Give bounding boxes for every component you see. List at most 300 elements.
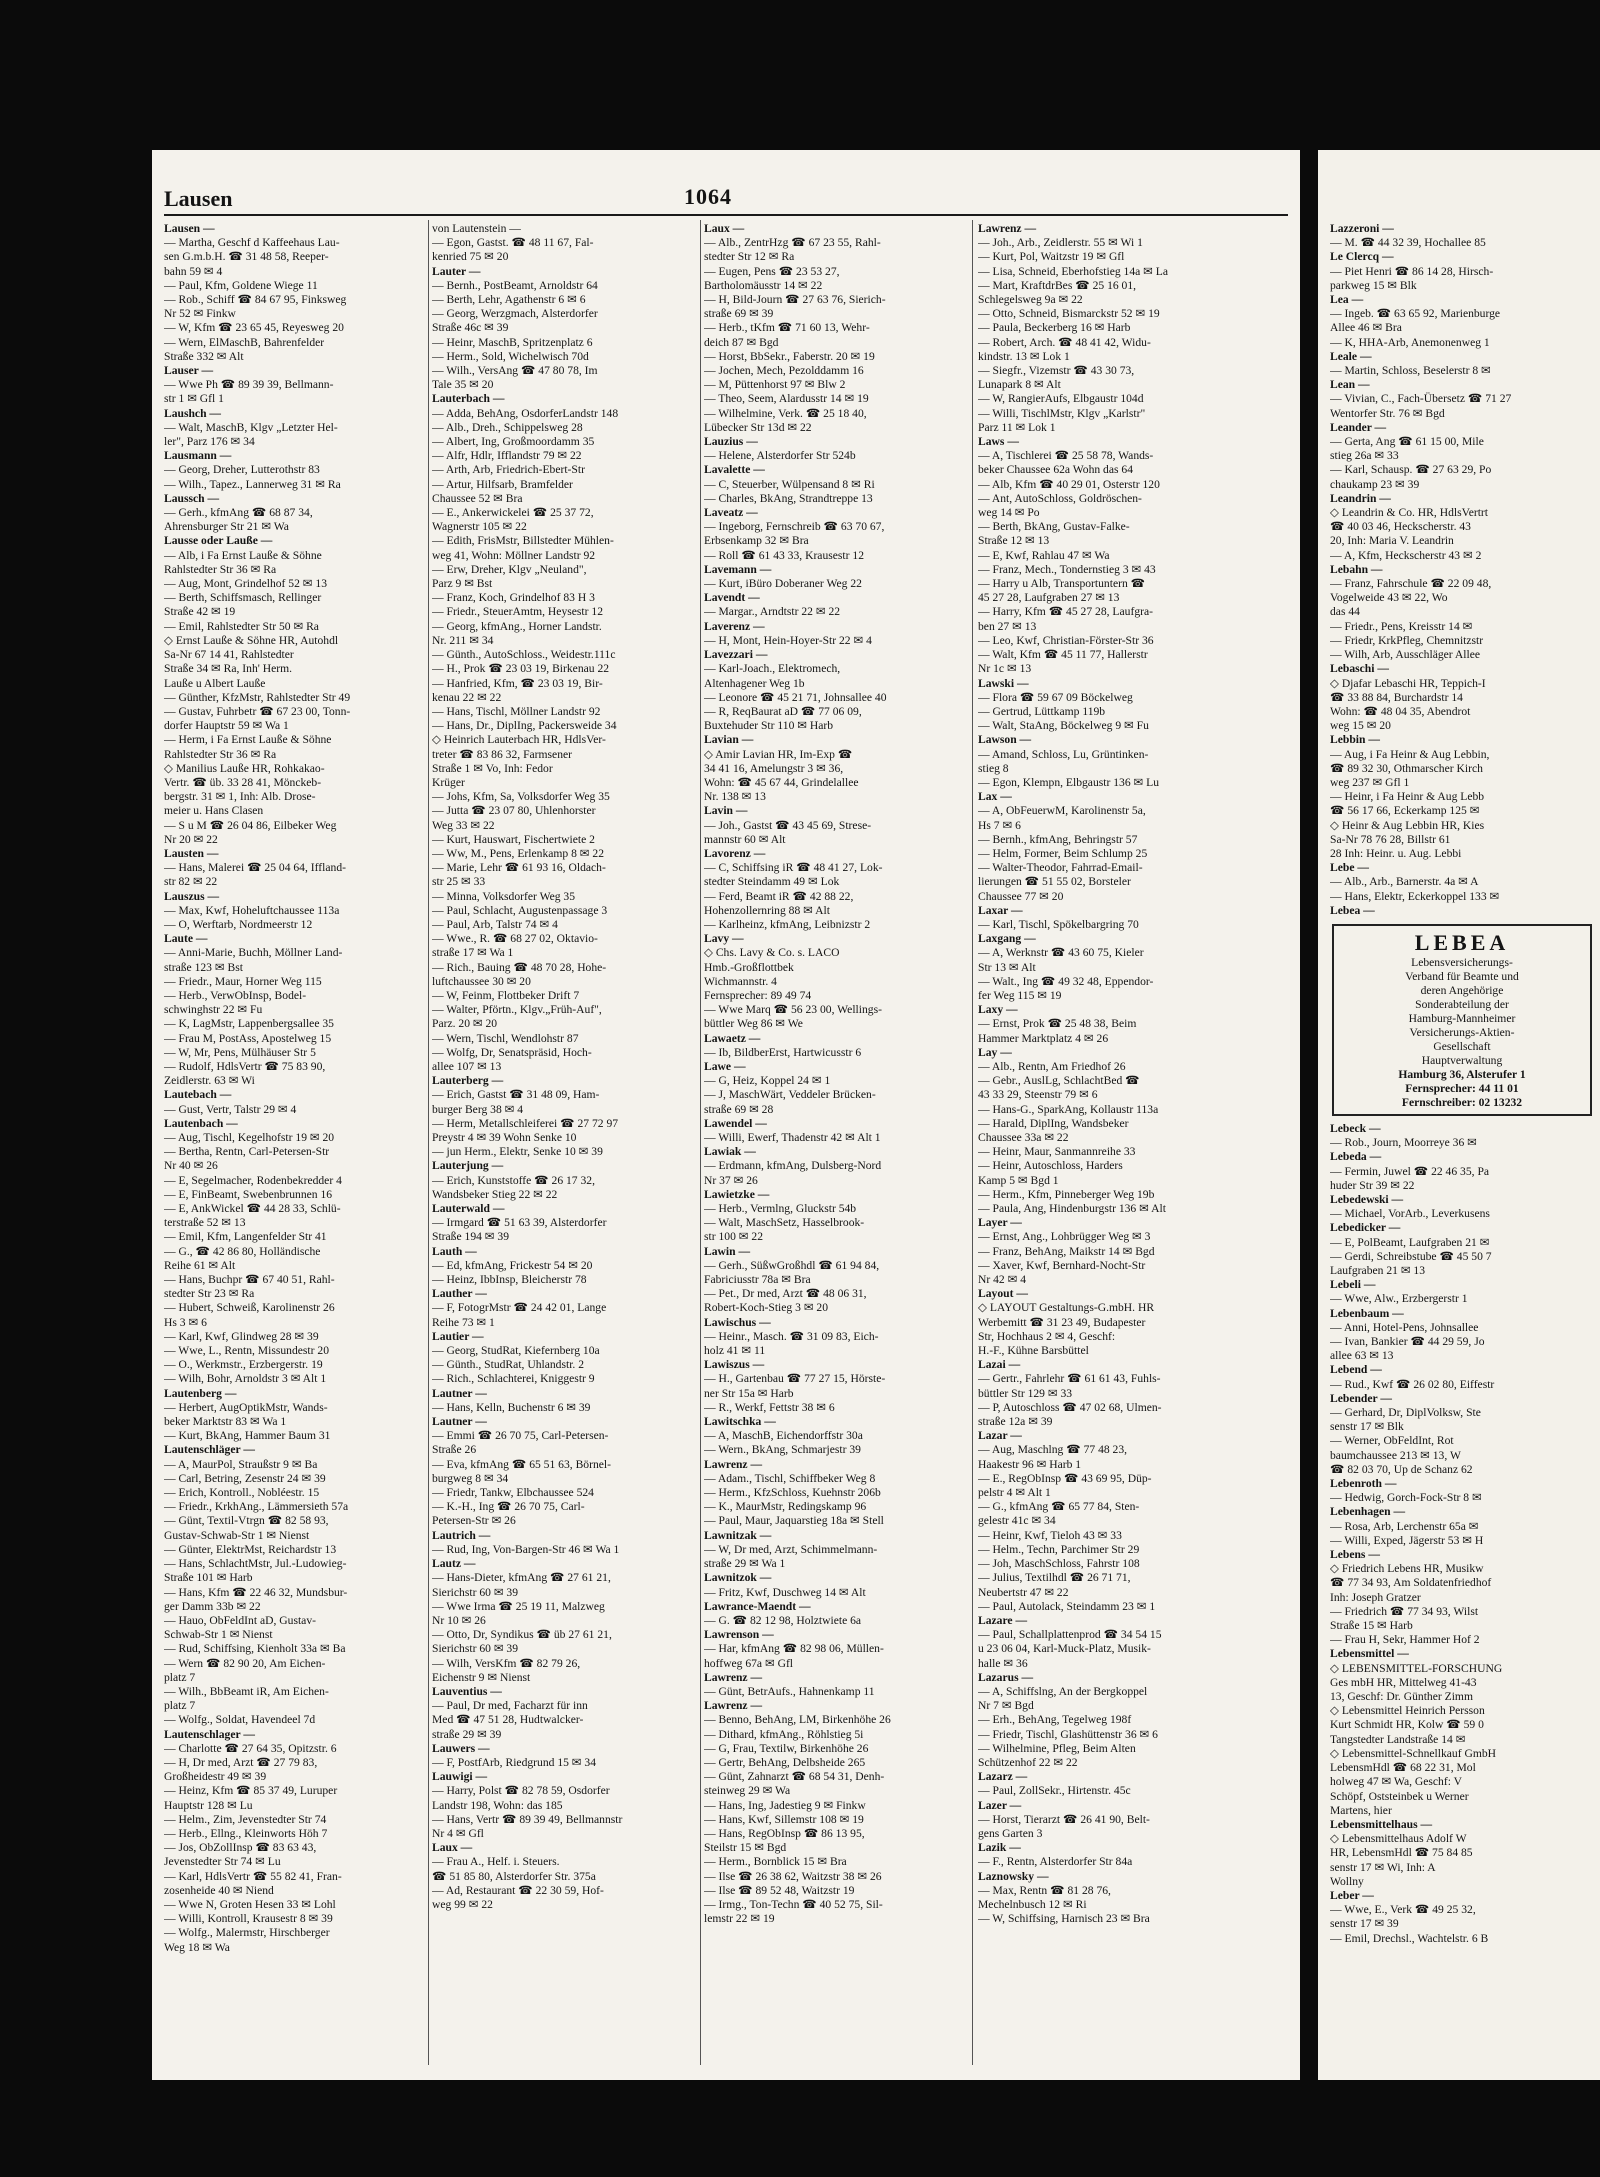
directory-entry: — Hans, Buchpr ☎ 67 40 51, Rahl- xyxy=(164,1273,335,1287)
directory-entry: — Paula, Ang, Hindenburgstr 136 ✉ Alt xyxy=(978,1202,1166,1216)
directory-entry: steinweg 29 ✉ Wa xyxy=(704,1784,791,1798)
directory-entry: — Ernst, Prok ☎ 25 48 38, Beim xyxy=(978,1017,1137,1031)
directory-entry: Gustav-Schwab-Str 1 ✉ Nienst xyxy=(164,1528,310,1542)
directory-entry: — Paul, Schallplattenprod ☎ 34 54 15 xyxy=(978,1628,1162,1642)
directory-entry: Weg 33 ✉ 22 xyxy=(432,818,495,832)
directory-entry: — Amand, Schloss, Lu, Grüntinken- xyxy=(978,747,1149,761)
directory-entry: — Alfr, Hdlr, Ifflandstr 79 ✉ 22 xyxy=(432,449,582,463)
directory-entry: Rahlstedter Str 36 ✉ Ra xyxy=(164,562,277,576)
directory-entry: — A, MaschB, Eichendorffstr 30a xyxy=(704,1429,863,1443)
directory-entry: HR, LebensmHdl ☎ 75 84 85 xyxy=(1330,1846,1473,1860)
directory-entry: Lauwers — xyxy=(432,1741,490,1755)
directory-entry: — Friedr, KrkPfleg, Chemnitzstr xyxy=(1330,633,1484,647)
directory-entry: Schwab-Str 1 ✉ Nienst xyxy=(164,1628,273,1642)
directory-entry: Lebedicker — xyxy=(1330,1221,1401,1235)
directory-entry: — Lisa, Schneid, Eberhofstieg 14a ✉ La xyxy=(978,264,1169,278)
directory-entry: — Carl, Betring, Zesenstr 24 ✉ 39 xyxy=(164,1471,326,1485)
directory-entry: Nr 10 ✉ 26 xyxy=(432,1613,486,1627)
directory-entry: pelstr 4 ✉ Alt 1 xyxy=(978,1486,1051,1500)
directory-entry: LebensmHdl ☎ 68 22 31, Mol xyxy=(1330,1761,1476,1775)
directory-entry: Petersen-Str ✉ 26 xyxy=(432,1514,516,1528)
directory-entry: — Benno, BehAng, LM, Birkenhöhe 26 xyxy=(704,1713,891,1727)
directory-entry: — Vivian, C., Fach-Übersetz ☎ 71 27 xyxy=(1330,392,1512,406)
facing-page xyxy=(1318,150,1600,2080)
directory-entry: — Irmg., Ton-Techn ☎ 40 52 75, Sil- xyxy=(704,1897,883,1911)
directory-entry: Chaussee 52 ✉ Bra xyxy=(432,491,523,505)
directory-entry: stedter Str 23 ✉ Ra xyxy=(164,1287,255,1301)
directory-entry: — Paul, Schlacht, Augustenpassage 3 xyxy=(432,903,608,917)
directory-entry: — Georg, kfmAng., Horner Landstr. xyxy=(432,619,602,633)
directory-entry: — Heinr, MaschB, Spritzenplatz 6 xyxy=(432,335,593,349)
directory-entry: — Heinr, Kwf, Tieloh 43 ✉ 33 xyxy=(978,1528,1122,1542)
directory-entry: ☎ 56 17 66, Eckerkamp 125 ✉ xyxy=(1330,804,1480,818)
directory-entry: — Gertr., Fahrlehr ☎ 61 61 43, Fuhls- xyxy=(978,1372,1161,1386)
directory-entry: str 82 ✉ 22 xyxy=(164,875,218,889)
directory-entry: — O, Werftarb, Nordmeerstr 12 xyxy=(164,917,313,931)
directory-entry: Lauterbach — xyxy=(432,392,505,406)
directory-entry: Tangstedter Landstraße 14 ✉ xyxy=(1330,1732,1466,1746)
directory-entry: 13, Geschf: Dr. Günther Zimm xyxy=(1330,1690,1473,1704)
directory-entry: — Dithard, kfmAng., Röhlstieg 5i xyxy=(704,1727,864,1741)
directory-entry: — Herb., tKfm ☎ 71 60 13, Wehr- xyxy=(704,321,870,335)
directory-entry: — Emmi ☎ 26 70 75, Carl-Petersen- xyxy=(432,1429,609,1443)
directory-entry: — Hanfried, Kfm, ☎ 23 03 19, Bir- xyxy=(432,676,603,690)
directory-entry: — Herb., Ellng., Kleinworts Höh 7 xyxy=(164,1826,328,1840)
directory-entry: ◇ LEBENSMITTEL-FORSCHUNG xyxy=(1330,1661,1503,1675)
directory-entry: — H., Prok ☎ 23 03 19, Birkenau 22 xyxy=(432,662,610,676)
directory-entry: — Georg, Werzgmach, Alsterdorfer xyxy=(432,307,598,321)
directory-entry: — Alb., Dreh., Schippelsweg 28 xyxy=(432,420,583,434)
directory-entry: — Franz, Koch, Grindelhof 83 H 3 xyxy=(432,591,595,605)
directory-entry: Lausten — xyxy=(164,846,219,860)
directory-entry: Werbemitt ☎ 31 23 49, Budapester xyxy=(978,1315,1146,1329)
directory-entry: Lax — xyxy=(978,790,1012,804)
directory-entry: — Ivan, Bankier ☎ 44 29 59, Jo xyxy=(1330,1335,1485,1348)
directory-entry: burger Berg 38 ✉ 4 xyxy=(432,1102,524,1116)
directory-entry: — Günth., StudRat, Uhlandstr. 2 xyxy=(432,1358,585,1372)
directory-entry: — Helm, Former, Beim Schlump 25 xyxy=(978,846,1148,860)
directory-entry: Lavalette — xyxy=(704,463,765,477)
directory-entry: Vogelweide 43 ✉ 22, Wo xyxy=(1330,591,1448,605)
directory-entry: str 100 ✉ 22 xyxy=(704,1230,763,1244)
directory-entry: — Wwe Marq ☎ 56 23 00, Wellings- xyxy=(704,1003,882,1017)
directory-entry: — Aug, Maschlng ☎ 77 48 23, xyxy=(978,1443,1128,1457)
directory-entry: ◇ Manilius Lauße HR, Rohkakao- xyxy=(164,761,325,775)
directory-entry: — Ad, Restaurant ☎ 22 30 59, Hof- xyxy=(432,1883,604,1897)
directory-entry: — Irmgard ☎ 51 63 39, Alsterdorfer xyxy=(432,1216,607,1230)
directory-entry: Lawaetz — xyxy=(704,1031,761,1045)
directory-entry: Lawischus — xyxy=(704,1315,771,1329)
ad-line: Fernschreiber: 02 13232 xyxy=(1401,1095,1523,1109)
directory-entry: gelestr 41c ✉ 34 xyxy=(978,1514,1056,1528)
directory-entry: ◇ Friedrich Lebens HR, Musikw xyxy=(1330,1562,1484,1576)
directory-entry: — Erh., BehAng, Tegelweg 198f xyxy=(978,1713,1132,1727)
directory-entry: — Heinr, i Fa Heinr & Aug Lebb xyxy=(1330,790,1485,804)
directory-entry: ☎ 89 32 30, Othmarscher Kirch xyxy=(1330,761,1483,775)
directory-entry: Lautenberg — xyxy=(164,1386,237,1400)
directory-entry: — Wilh., BbBeamt iR, Am Eichen- xyxy=(164,1684,329,1698)
directory-entry: — W, Dr med, Arzt, Schimmelmann- xyxy=(704,1542,878,1556)
directory-entry: — Paul, Maur, Jaquarstieg 18a ✉ Stell xyxy=(704,1514,884,1528)
directory-entry: lemstr 22 ✉ 19 xyxy=(704,1912,775,1926)
directory-entry: 34 41 16, Amelungstr 3 ✉ 36, xyxy=(704,761,844,775)
directory-entry: kenried 75 ✉ 20 xyxy=(432,250,509,264)
directory-entry: — Willi, Ewerf, Thadenstr 42 ✉ Alt 1 xyxy=(704,1131,881,1144)
directory-entry: Lazai — xyxy=(978,1358,1021,1372)
directory-entry: straße 29 ✉ 39 xyxy=(432,1727,502,1741)
directory-entry: ◇ Chs. Lavy & Co. s. LACO xyxy=(704,946,840,960)
directory-entry: Straße 46c ✉ 39 xyxy=(432,321,509,335)
directory-entry: Straße 42 ✉ 19 xyxy=(164,605,236,619)
directory-entry: Lavemann — xyxy=(704,562,772,576)
directory-entry: — Karl, HdlsVertr ☎ 55 82 41, Fran- xyxy=(164,1869,342,1883)
directory-entry: zosenheide 40 ✉ Niend xyxy=(164,1883,274,1897)
directory-entry: Laws — xyxy=(978,435,1019,449)
directory-entry: Bartholomäusstr 14 ✉ 22 xyxy=(704,278,823,292)
directory-entry: — Paul, Arb, Talstr 74 ✉ 4 xyxy=(432,917,558,931)
directory-entry: büttler Weg 86 ✉ We xyxy=(704,1017,803,1031)
directory-entry: — Fermin, Juwel ☎ 22 46 35, Pa xyxy=(1330,1164,1490,1178)
directory-entry: Lawrance-Maendt — xyxy=(704,1599,811,1613)
directory-entry: u 23 06 04, Karl-Muck-Platz, Musik- xyxy=(978,1642,1151,1656)
directory-entry: Wandsbeker Stieg 22 ✉ 22 xyxy=(432,1187,558,1201)
directory-entry: senstr 17 ✉ Blk xyxy=(1330,1420,1404,1434)
directory-entry: — F, FotogrMstr ☎ 24 42 01, Lange xyxy=(432,1301,607,1315)
directory-entry: halle ✉ 36 xyxy=(978,1656,1028,1670)
directory-entry: — W, Mr, Pens, Mülhäuser Str 5 xyxy=(164,1045,316,1059)
directory-entry: — Wolfg, Dr, Senatspräsid, Hoch- xyxy=(432,1045,592,1059)
directory-entry: Vertr. ☎ üb. 33 28 41, Mönckeb- xyxy=(164,775,322,789)
directory-entry: Lebaschi — xyxy=(1330,662,1389,676)
directory-entry: — Franz, Mech., Tondernstieg 3 ✉ 43 xyxy=(978,562,1156,576)
directory-entry: — Hauo, ObFeldInt aD, Gustav- xyxy=(164,1613,316,1627)
column-3 xyxy=(704,222,968,2062)
directory-entry: Ahrensburger Str 21 ✉ Wa xyxy=(164,520,289,534)
directory-entry: Lebens — xyxy=(1330,1548,1380,1562)
directory-entry: — Joh, MaschSchloss, Fahrstr 108 xyxy=(978,1557,1140,1571)
directory-entry: burgweg 8 ✉ 34 xyxy=(432,1471,509,1485)
directory-entry: straße 69 ✉ 39 xyxy=(704,307,774,321)
directory-entry: Lebbin — xyxy=(1330,733,1380,747)
directory-entry: stieg 8 xyxy=(978,761,1009,775)
directory-entry: — Hans, Tischl, Möllner Landstr 92 xyxy=(432,704,601,718)
directory-entry: — Horst, BbSekr., Faberstr. 20 ✉ 19 xyxy=(704,349,875,363)
directory-entry: Lautebach — xyxy=(164,1088,232,1102)
directory-entry: — Gerh., SüßwGroßhdl ☎ 61 94 84, xyxy=(704,1258,880,1272)
ad-line: Versicherungs-Aktien- xyxy=(1409,1025,1515,1039)
directory-entry: Lebensmittelhaus — xyxy=(1330,1817,1433,1831)
directory-entry: — Harald, DiplIng, Wandsbeker xyxy=(978,1116,1129,1130)
directory-entry: das 44 xyxy=(1330,605,1360,619)
directory-entry: Straße 194 ✉ 39 xyxy=(432,1230,510,1244)
directory-entry: — Emil, Drechsl., Wachtelstr. 6 B xyxy=(1330,1931,1489,1945)
directory-entry: Lazzeroni — xyxy=(1330,222,1394,235)
directory-entry: Lawski — xyxy=(978,676,1029,690)
directory-entry: — H, Dr med, Arzt ☎ 27 79 83, xyxy=(164,1755,318,1769)
directory-entry: ◇ Heinr & Aug Lebbin HR, Kies xyxy=(1330,818,1485,832)
directory-entry: fer Weg 115 ✉ 19 xyxy=(978,988,1062,1002)
directory-entry: Laushch — xyxy=(164,406,222,420)
directory-entry: huder Str 39 ✉ 22 xyxy=(1330,1178,1415,1192)
directory-entry: — Otto, Dr, Syndikus ☎ üb 27 61 21, xyxy=(432,1628,612,1642)
directory-entry: — Erich, Gastst ☎ 31 48 09, Ham- xyxy=(432,1088,600,1102)
directory-entry: — Günt, BetrAufs., Hahnenkamp 11 xyxy=(704,1684,875,1698)
directory-entry: — R, ReqBaurat aD ☎ 77 06 09, xyxy=(704,704,862,718)
directory-entry: — Kurt, Hauswart, Fischertwiete 2 xyxy=(432,832,595,846)
directory-entry: — Herm, Metallschleiferei ☎ 27 72 97 xyxy=(432,1116,619,1130)
directory-entry: — Ferd, Beamt iR ☎ 42 88 22, xyxy=(704,889,854,903)
directory-entry: — Kurt, iBüro Doberaner Weg 22 xyxy=(704,577,862,591)
directory-entry: — Walt., Ing ☎ 49 32 48, Eppendor- xyxy=(978,974,1154,988)
directory-entry: 28 Inh: Heinr. u. Aug. Lebbi xyxy=(1330,846,1462,860)
directory-entry: — Friedr., Maur, Horner Weg 115 xyxy=(164,974,322,988)
directory-entry: — S u M ☎ 26 04 86, Eilbeker Weg xyxy=(164,818,337,832)
directory-entry: — P, Autoschloss ☎ 47 02 68, Ulmen- xyxy=(978,1400,1162,1414)
directory-entry: straße 12a ✉ 39 xyxy=(978,1415,1053,1429)
directory-entry: — Hans, Malerei ☎ 25 04 64, Iffland- xyxy=(164,861,346,875)
directory-entry: Str 13 ✉ Alt xyxy=(978,960,1036,974)
directory-entry: — Rob., Schiff ☎ 84 67 95, Finksweg xyxy=(164,293,347,307)
directory-entry: — Alb., Rentn, Am Friedhof 26 xyxy=(978,1059,1126,1073)
directory-entry: — Margar., Arndtstr 22 ✉ 22 xyxy=(704,605,841,619)
directory-entry: — Heinr., Masch. ☎ 31 09 83, Eich- xyxy=(704,1329,879,1343)
directory-entry: Laznowsky — xyxy=(978,1869,1049,1883)
directory-entry: — R., Werkf, Fettstr 38 ✉ 6 xyxy=(704,1400,835,1414)
directory-entry: — Walt, StaAng, Böckelweg 9 ✉ Fu xyxy=(978,719,1149,733)
directory-entry: — Harry, Polst ☎ 82 78 59, Osdorfer xyxy=(432,1784,610,1798)
directory-entry: — Frau H, Sekr, Hammer Hof 2 xyxy=(1330,1633,1480,1647)
directory-entry: — Ed, kfmAng, Frickestr 54 ✉ 20 xyxy=(432,1258,593,1272)
directory-entry: — Karl-Joach., Elektromech, xyxy=(704,662,841,676)
directory-entry: schwinghstr 22 ✉ Fu xyxy=(164,1003,263,1017)
directory-entry: — Adda, BehAng, OsdorferLandstr 148 xyxy=(432,406,619,420)
directory-entry: Buxtehuder Str 110 ✉ Harb xyxy=(704,719,834,733)
directory-entry: Lazar — xyxy=(978,1429,1022,1443)
directory-entry: — Max, Rentn ☎ 81 28 76, xyxy=(978,1883,1111,1897)
directory-entry: — Kurt, BkAng, Hammer Baum 31 xyxy=(164,1429,331,1443)
directory-entry: — Gerhard, Dr, DiplVolksw, Ste xyxy=(1330,1406,1481,1420)
directory-entry: — Alb, i Fa Ernst Lauße & Söhne xyxy=(164,548,322,562)
directory-entry: Lauser — xyxy=(164,364,214,378)
directory-entry: — Frau A., Helf. i. Steuers. xyxy=(432,1855,560,1869)
directory-entry: — Max, Kwf, Hoheluftchaussee 113a xyxy=(164,903,340,917)
directory-entry: — Wilh, Arb, Ausschläger Allee xyxy=(1330,648,1481,662)
directory-entry: sen G.m.b.H. ☎ 31 48 58, Reeper- xyxy=(164,250,329,264)
directory-entry: — Emil, Kfm, Langenfelder Str 41 xyxy=(164,1230,327,1244)
directory-entry: — Heinz, IbbInsp, Bleicherstr 78 xyxy=(432,1273,587,1287)
directory-entry: — Heinr, Maur, Sanmannreihe 33 xyxy=(978,1145,1136,1159)
column-divider xyxy=(700,220,701,2065)
directory-entry: Lautner — xyxy=(432,1415,487,1429)
directory-entry: — Ingeb. ☎ 63 65 92, Marienburge xyxy=(1330,307,1501,321)
directory-entry: — O., Werkmstr., Erzbergerstr. 19 xyxy=(164,1358,323,1372)
directory-entry: — Gerh., kfmAng ☎ 68 87 34, xyxy=(164,506,313,520)
directory-entry: Rahlstedter Str 36 ✉ Ra xyxy=(164,747,277,761)
directory-entry: — Marie, Lehr ☎ 61 93 16, Oldach- xyxy=(432,861,606,875)
ad-line: Gesellschaft xyxy=(1433,1039,1491,1053)
directory-entry: platz 7 xyxy=(164,1699,196,1713)
directory-entry: Layout — xyxy=(978,1287,1028,1301)
directory-entry: Lebenroth — xyxy=(1330,1477,1397,1491)
directory-entry: beker Chaussee 62a Wohn das 64 xyxy=(978,463,1134,477)
directory-entry: Lauterwald — xyxy=(432,1202,505,1216)
directory-entry: — Hans, Elektr, Eckerkoppel 133 ✉ xyxy=(1330,889,1500,903)
directory-entry: — Karl, Schausp. ☎ 27 63 29, Po xyxy=(1330,463,1492,477)
running-head: Lausen xyxy=(164,186,233,211)
directory-entry: holz 41 ✉ 11 xyxy=(704,1344,766,1358)
directory-entry: — A, ObFeuerwM, Karolinenstr 5a, xyxy=(978,804,1146,818)
directory-entry: Martens, hier xyxy=(1330,1803,1392,1817)
directory-entry: — Walt, MaschB, Klgv „Letzter Hel- xyxy=(164,420,338,434)
directory-entry: — E, FinBeamt, Swebenbrunnen 16 xyxy=(164,1187,333,1201)
directory-entry: — Hans, Ing, Jadestieg 9 ✉ Finkw xyxy=(704,1798,866,1812)
directory-entry: — Frau M, PostAss, Apostelweg 15 xyxy=(164,1031,332,1045)
directory-entry: Lebea — xyxy=(1330,903,1375,917)
directory-entry: — Michael, VorArb., Leverkusens xyxy=(1330,1207,1490,1221)
directory-entry: Lawiszus — xyxy=(704,1358,765,1372)
directory-entry: Lawe — xyxy=(704,1059,746,1073)
directory-entry: — Rob., Journ, Moorreye 36 ✉ xyxy=(1330,1136,1477,1150)
directory-entry: — Jochen, Mech, Pezolddamm 16 xyxy=(704,364,864,378)
directory-page xyxy=(152,150,1300,2080)
directory-entry: Lebensmittel — xyxy=(1330,1647,1409,1661)
directory-entry: — Wolfg., Soldat, Havendeel 7d xyxy=(164,1713,316,1727)
directory-entry: Sa-Nr 78 76 28, Billstr 61 xyxy=(1330,832,1451,846)
directory-entry: — Herm, i Fa Ernst Lauße & Söhne xyxy=(164,733,332,747)
directory-entry: — Wwe., R. ☎ 68 27 02, Oktavio- xyxy=(432,932,598,946)
directory-entry: ◇ Amir Lavian HR, Im-Exp ☎ xyxy=(704,747,853,761)
directory-entry: — Joh., Arb., Zeidlerstr. 55 ✉ Wi 1 xyxy=(978,236,1143,250)
directory-entry: — Hans, Kelln, Buchenstr 6 ✉ 39 xyxy=(432,1400,591,1414)
directory-entry: Lautier — xyxy=(432,1329,484,1343)
directory-entry: holweg 47 ✉ Wa, Geschf: V xyxy=(1330,1775,1462,1789)
directory-entry: — K., MaurMstr, Redingskamp 96 xyxy=(704,1500,867,1514)
directory-entry: Laussch — xyxy=(164,491,220,505)
directory-entry: — Arth, Arb, Friedrich-Ebert-Str xyxy=(432,463,585,477)
directory-entry: — Rich., Bauing ☎ 48 70 28, Hohe- xyxy=(432,960,607,974)
directory-entry: Leale — xyxy=(1330,349,1372,363)
directory-entry: — Wern., BkAng, Schmarjestr 39 xyxy=(704,1443,861,1457)
directory-entry: 43 33 29, Steenstr 79 ✉ 6 xyxy=(978,1088,1098,1102)
directory-entry: Lautenschlager — xyxy=(164,1727,255,1741)
directory-entry: — Paul, Dr med, Facharzt für inn xyxy=(432,1699,588,1713)
directory-entry: Wohn: ☎ 45 67 44, Grindelallee xyxy=(704,775,859,789)
directory-entry: Kurt Schmidt HR, Kolw ☎ 59 0 xyxy=(1330,1718,1484,1732)
ad-title: LEBEA xyxy=(1414,929,1510,955)
directory-entry: stedter Steindamm 49 ✉ Lok xyxy=(704,875,840,889)
directory-entry: Lübecker Str 13d ✉ 22 xyxy=(704,420,812,434)
directory-entry: weg 237 ✉ Gfl 1 xyxy=(1330,775,1410,789)
directory-entry: Leandrin — xyxy=(1330,491,1391,505)
directory-entry: Lautner — xyxy=(432,1386,487,1400)
directory-entry: Nr 7 ✉ Bgd xyxy=(978,1699,1034,1713)
directory-entry: — Erich, Kunststoffe ☎ 26 17 32, xyxy=(432,1173,595,1187)
directory-entry: Lauter — xyxy=(432,264,481,278)
directory-entry: — G. ☎ 82 12 98, Holztwiete 6a xyxy=(704,1613,862,1627)
directory-entry: — Helene, Alsterdorfer Str 524b xyxy=(704,449,856,463)
directory-entry: Reihe 61 ✉ Alt xyxy=(164,1258,236,1272)
directory-entry: — K.-H., Ing ☎ 26 70 75, Carl- xyxy=(432,1500,585,1514)
directory-entry: — Wern, ElMaschB, Bahrenfelder xyxy=(164,335,325,349)
directory-entry: — Wilh, Bohr, Arnoldstr 3 ✉ Alt 1 xyxy=(164,1372,327,1386)
directory-entry: chaukamp 23 ✉ 39 xyxy=(1330,477,1420,491)
directory-entry: Lavorenz — xyxy=(704,846,766,860)
directory-entry: Lazare — xyxy=(978,1613,1028,1627)
directory-entry: — W, Schiffsing, Harnisch 23 ✉ Bra xyxy=(978,1912,1150,1926)
directory-entry: — Egon, Gastst. ☎ 48 11 67, Fal- xyxy=(432,236,594,250)
directory-entry: Lawrenson — xyxy=(704,1628,774,1642)
directory-entry: — Gerta, Ang ☎ 61 15 00, Mile xyxy=(1330,435,1484,449)
directory-entry: Laxar — xyxy=(978,903,1023,917)
directory-entry: Straße 101 ✉ Harb xyxy=(164,1571,253,1585)
directory-entry: Schlegelsweg 9a ✉ 22 xyxy=(978,293,1083,307)
directory-entry: — Bertha, Rentn, Carl-Petersen-Str xyxy=(164,1145,330,1159)
directory-entry: Nr 42 ✉ 4 xyxy=(978,1273,1027,1287)
directory-entry: — Joh., Gastst ☎ 43 45 69, Strese- xyxy=(704,818,872,832)
directory-entry: Allee 46 ✉ Bra xyxy=(1330,321,1402,335)
directory-entry: — G, Heiz, Koppel 24 ✉ 1 xyxy=(704,1074,831,1088)
directory-entry: Lautenbach — xyxy=(164,1116,238,1130)
directory-entry: — Ilse ☎ 89 52 48, Waitzstr 19 xyxy=(704,1883,855,1897)
directory-entry: weg 41, Wohn: Möllner Landstr 92 xyxy=(432,548,596,562)
directory-entry: Tale 35 ✉ 20 xyxy=(432,378,494,392)
directory-entry: — Günth., AutoSchloss., Weidestr.111c xyxy=(432,648,616,662)
directory-entry: — Flora ☎ 59 67 09 Böckelweg xyxy=(978,690,1133,704)
ad-line: Hamburg-Mannheimer xyxy=(1408,1011,1516,1025)
directory-entry: — E, Kwf, Rahlau 47 ✉ Wa xyxy=(978,548,1110,562)
directory-entry: Lauterjung — xyxy=(432,1159,504,1173)
directory-entry: Nr 20 ✉ 22 xyxy=(164,832,218,846)
directory-entry: Wichmannstr. 4 xyxy=(704,974,777,988)
directory-entry: Lavendt — xyxy=(704,591,760,605)
directory-entry: Hohenzollernring 88 ✉ Alt xyxy=(704,903,830,917)
directory-entry: — Friedr., SteuerAmtm, Heysestr 12 xyxy=(432,605,603,619)
entries-after-ad xyxy=(1330,1122,1598,1946)
directory-entry: — Walter, Pförtn., Klgv.„Früh-Auf", xyxy=(432,1003,602,1017)
directory-entry: Lawson — xyxy=(978,733,1032,747)
directory-entry: — Walter-Theodor, Fahrrad-Email- xyxy=(978,861,1143,875)
directory-entry: — Rud., Kwf ☎ 26 02 80, Eiffestr xyxy=(1330,1377,1495,1391)
directory-entry: — Günter, ElektrMst, Reichardstr 13 xyxy=(164,1542,337,1556)
directory-entry: — Ilse ☎ 26 38 62, Waitzstr 38 ✉ 26 xyxy=(704,1869,882,1883)
directory-entry: — A, MaurPol, Straußstr 9 ✉ Ba xyxy=(164,1457,318,1471)
directory-entry: Straße 332 ✉ Alt xyxy=(164,349,244,363)
directory-entry: luftchaussee 30 ✉ 20 xyxy=(432,974,531,988)
directory-entry: — Martha, Geschf d Kaffeehaus Lau- xyxy=(164,236,340,250)
directory-entry: — Rud, Schiffsing, Kienholt 33a ✉ Ba xyxy=(164,1642,346,1656)
directory-entry: — Martin, Schloss, Beselerstr 8 ✉ xyxy=(1330,364,1491,378)
directory-entry: ☎ 51 85 80, Alsterdorfer Str. 375a xyxy=(432,1869,596,1883)
directory-entry: — F., Rentn, Alsterdorfer Str 84a xyxy=(978,1855,1133,1869)
directory-entry: — Siegfr., Vizemstr ☎ 43 30 73, xyxy=(978,364,1135,378)
directory-entry: — Günther, KfzMstr, Rahlstedter Str 49 xyxy=(164,690,351,704)
directory-entry: — Wwe, L., Rentn, Missundestr 20 xyxy=(164,1344,329,1358)
directory-entry: Lawnitzok — xyxy=(704,1571,772,1585)
directory-entry: — Wern ☎ 82 90 20, Am Eichen- xyxy=(164,1656,326,1670)
directory-entry: lierungen ☎ 51 55 02, Borsteler xyxy=(978,875,1131,889)
directory-entry: Le Clercq — xyxy=(1330,250,1394,264)
directory-entry: stieg 26a ✉ 33 xyxy=(1330,449,1399,463)
directory-entry: ◇ Heinrich Lauterbach HR, HdlsVer- xyxy=(432,733,606,747)
directory-entry: — Artur, Hilfsarb, Bramfelder xyxy=(432,477,573,491)
directory-entry: Neubertstr 47 ✉ 22 xyxy=(978,1585,1069,1599)
directory-entry: Nr 52 ✉ Finkw xyxy=(164,307,236,321)
directory-entry: — J, MaschWärt, Veddeler Brücken- xyxy=(704,1088,876,1102)
directory-entry: — Gertr, BehAng, Delbsheide 265 xyxy=(704,1755,866,1769)
directory-entry: — Hans, Vertr ☎ 89 39 49, Bellmannstr xyxy=(432,1812,623,1826)
directory-entry: — Hedwig, Gorch-Fock-Str 8 ✉ xyxy=(1330,1491,1482,1505)
directory-entry: — Alb, Kfm ☎ 40 29 01, Osterstr 120 xyxy=(978,477,1160,491)
